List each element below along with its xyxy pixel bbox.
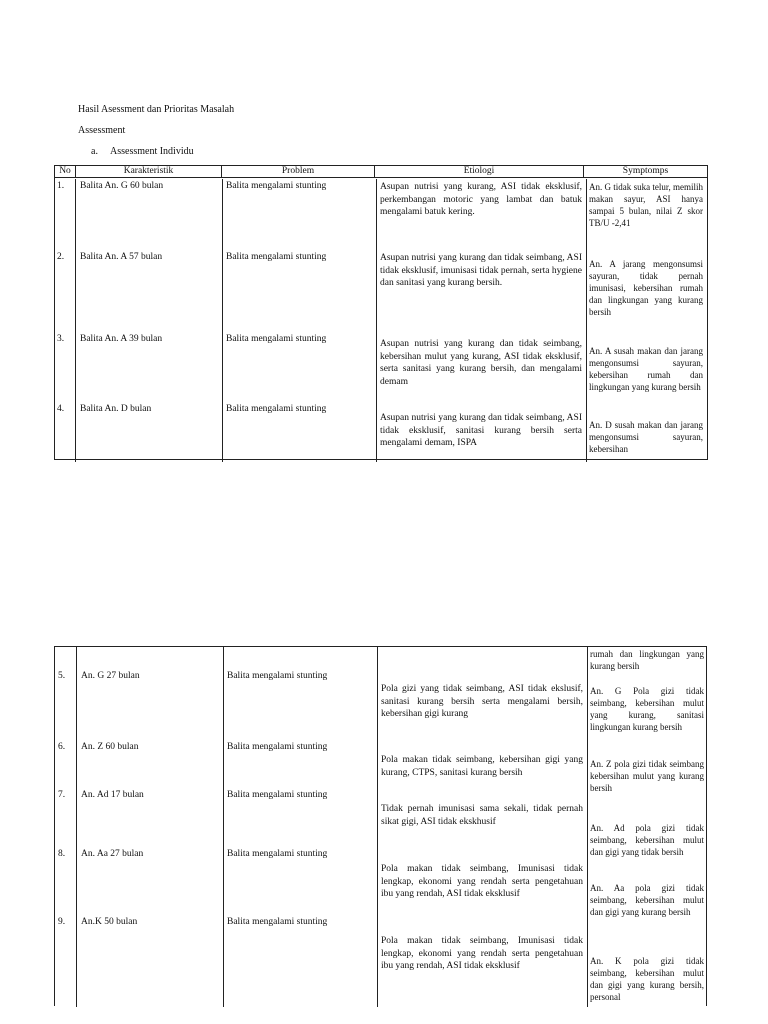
row-9-etiologi: Pola makan tidak seimbang, Imunisasi tidak lengkap, ekonomi yang rendah serta pengetahuan ibu yang rendah, ASI tidak eksklusif: [381, 936, 583, 971]
row-9-symptoms: An. K pola gizi tidak seimbang, kebersihan mulut dan gigi yang kurang bersih, personal: [590, 956, 704, 1002]
symptoms-continuation: rumah dan lingkungan yang kurang bersih: [590, 649, 704, 671]
row-2-karakteristik: Balita An. A 57 bulan: [80, 252, 163, 262]
row-3-no: 3.: [57, 334, 65, 344]
row-6-etiologi: Pola makan tidak seimbang, kebersihan gigi yang kurang, CTPS, sanitasi kurang bersih: [381, 755, 583, 778]
row-2-etiologi: Asupan nutrisi yang kurang dan tidak seimbang, ASI tidak eksklusif, imunisasi tidak pernah, serta hygiene dan sanitasi yang kurang bersih.: [380, 253, 582, 288]
row-1-symptoms: An. G tidak suka telur, memilih makan sayur, ASI hanya sampai 5 bulan, nilai Z skor TB/U -2,41: [589, 182, 703, 228]
row-6-karakteristik: An. Z 60 bulan: [81, 742, 139, 752]
row-7-no: 7.: [58, 790, 66, 800]
row-7-karakteristik: An. Ad 17 bulan: [81, 790, 144, 800]
row-8-etiologi: Pola makan tidak seimbang, Imunisasi tidak lengkap, ekonomi yang rendah serta pengetahuan ibu yang rendah, ASI tidak eksklusif: [381, 864, 583, 899]
row-8-no: 8.: [58, 849, 66, 859]
row-4-problem: Balita mengalami stunting: [226, 404, 327, 414]
table-body-page-1: [54, 179, 707, 462]
table-header-row: [55, 166, 708, 178]
row-6-problem: Balita mengalami stunting: [227, 742, 328, 752]
row-7-etiologi: Tidak pernah imunisasi sama sekali, tidak pernah sikat gigi, ASI tidak ekskhusif: [381, 804, 583, 827]
row-6-symptoms: An. Z pola gizi tidak seimbang kebersihan mulut yang kurang bersih: [590, 759, 704, 793]
row-2-problem: Balita mengalami stunting: [226, 252, 327, 262]
row-2-no: 2.: [57, 252, 65, 262]
row-1-problem: Balita mengalami stunting: [226, 181, 327, 191]
row-5-no: 5.: [58, 671, 66, 681]
row-5-karakteristik: An. G 27 bulan: [81, 671, 140, 681]
row-3-symptoms: An. A susah makan dan jarang mengonsumsi sayuran, kebersihan rumah dan lingkungan yang kurang bersih: [589, 346, 703, 392]
row-8-symptoms: An. Aa pola gizi tidak seimbang, kebersihan mulut dan gigi yang kurang bersih: [590, 883, 704, 917]
row-2-symptoms: An. A jarang mengonsumsi sayuran, tidak pernah imunisasi, kebersihan rumah dan lingkungan yang kurang bersih: [589, 259, 703, 317]
row-4-no: 4.: [57, 404, 65, 414]
row-3-etiologi: Asupan nutrisi yang kurang dan tidak seimbang, kebersihan mulut yang kurang, ASI tidak eksklusif, serta sanitasi yang kurang bersih, dan mengalami demam: [380, 339, 582, 387]
row-7-problem: Balita mengalami stunting: [227, 790, 328, 800]
row-3-problem: Balita mengalami stunting: [226, 334, 327, 344]
row-9-no: 9.: [58, 917, 66, 927]
row-5-symptoms: An. G Pola gizi tidak seimbang, kebersihan mulut yang kurang, sanitasi lingkungan kurang bersih: [590, 686, 704, 732]
column-header-symptoms: Symptomps: [584, 166, 708, 178]
row-8-problem: Balita mengalami stunting: [227, 849, 328, 859]
subsection-heading: [91, 146, 194, 157]
column-header-problem: Problem: [222, 166, 375, 178]
row-5-etiologi: Pola gizi yang tidak seimbang, ASI tidak ekslusif, sanitasi kurang bersih serta mengalami bersih, kebersihan gigi kurang: [381, 684, 583, 719]
row-4-karakteristik: Balita An. D bulan: [80, 404, 152, 414]
subsection-title: Assessment Individu: [110, 146, 194, 157]
row-4-symptoms: An. D susah makan dan jarang mengonsumsi sayuran, kebersihan: [589, 420, 703, 454]
row-4-etiologi: Asupan nutrisi yang kurang dan tidak seimbang, ASI tidak eksklusif, sanitasi kurang bersih serta mengalami demam, ISPA: [380, 413, 582, 448]
column-header-karakteristik: Karakteristik: [76, 166, 222, 178]
section-heading: Assessment: [78, 125, 126, 136]
row-1-etiologi: Asupan nutrisi yang kurang, ASI tidak eksklusif, perkembangan motoric yang lambat dan batuk mengalami batuk kering.: [380, 182, 582, 217]
column-header-no: No: [55, 166, 76, 178]
subsection-label: a.: [91, 146, 98, 157]
row-1-no: 1.: [57, 181, 65, 191]
document-title: Hasil Asessment dan Prioritas Masalah: [78, 104, 235, 115]
row-3-karakteristik: Balita An. A 39 bulan: [80, 334, 163, 344]
column-header-etiologi: Etiologi: [375, 166, 584, 178]
row-5-problem: Balita mengalami stunting: [227, 671, 328, 681]
row-7-symptoms: An. Ad pola gizi tidak seimbang, kebersihan mulut dan gigi yang tidak bersih: [590, 823, 704, 857]
row-6-no: 6.: [58, 742, 66, 752]
row-9-problem: Balita mengalami stunting: [227, 917, 328, 927]
row-8-karakteristik: An. Aa 27 bulan: [81, 849, 144, 859]
row-1-karakteristik: Balita An. G 60 bulan: [80, 181, 164, 191]
assessment-table-page-2: [54, 646, 707, 1006]
row-9-karakteristik: An.K 50 bulan: [81, 917, 138, 927]
